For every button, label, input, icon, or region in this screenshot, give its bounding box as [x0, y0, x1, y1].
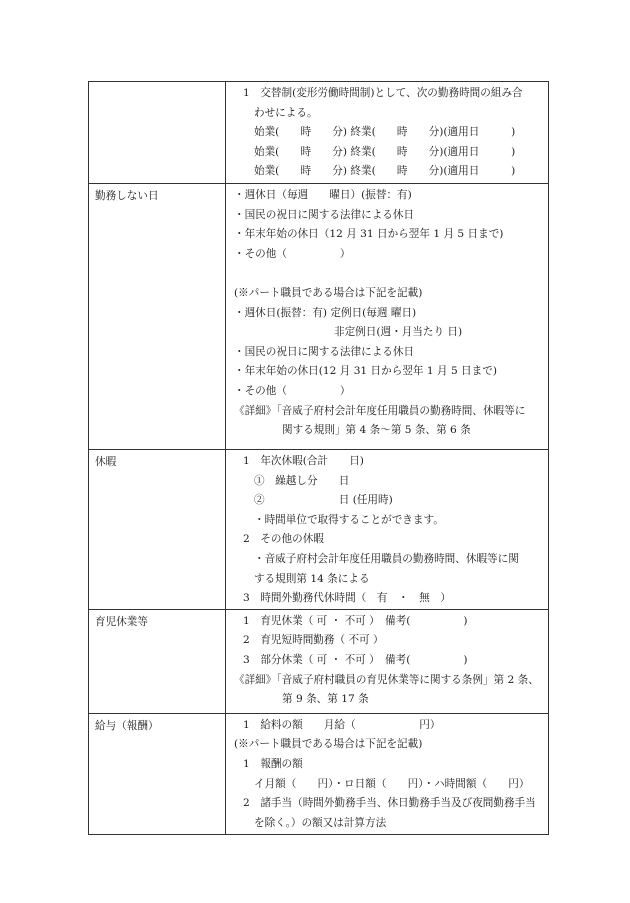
- text-line: ・音威子府村会計年度任用職員の勤務時間、休暇等に関: [254, 552, 519, 565]
- row-label: 勤務しない日: [89, 184, 226, 450]
- text-line: (※パート職員である場合は下記を記載): [234, 286, 423, 299]
- row-content: [226, 184, 549, 450]
- row-content: [226, 82, 549, 184]
- blank-line: [234, 264, 544, 284]
- text-line: 1 給料の額 月給（ 円）: [243, 718, 441, 731]
- text-line: を除く。）の額又は計算方法: [254, 816, 387, 829]
- row-childcare-leave: [89, 609, 549, 713]
- text-line: ② 日 (任用時): [254, 494, 393, 507]
- text-line: ・その他（ ）: [234, 247, 351, 260]
- text-line: わせによる。: [254, 106, 318, 119]
- row-label: 育児休業等: [89, 609, 226, 713]
- shift-line: 始業( 時 分) 終業( 時 分)(適用日 ): [254, 145, 516, 158]
- text-line: ① 繰越し分 日: [254, 474, 350, 487]
- text-line: 2 その他の休暇: [243, 533, 324, 546]
- text-line: ・年末年始の休日(12 月 31 日から翌年 1 月 5 日まで): [234, 365, 497, 378]
- text-line: ・国民の祝日に関する法律による休日: [234, 345, 415, 358]
- text-line: 非定例日(週・月当たり 日): [334, 326, 463, 339]
- employment-terms-table: [88, 81, 549, 835]
- detail-reference: 第 9 条、第 17 条: [282, 693, 369, 706]
- text-line: 2 育児短時間勤務（ 不可 ）: [243, 634, 384, 647]
- text-line: 2 諸手当（時間外勤務手当、休日勤務手当及び夜間勤務手当: [243, 797, 536, 810]
- row-label: 休暇: [89, 450, 226, 610]
- text-line: イ月額（ 円）・ロ日額（ 円）・ハ時間額（ 円）: [254, 777, 530, 790]
- detail-reference: 《詳細》「音威子府村職員の育児休業等に関する条例」第 2 条、: [234, 673, 539, 686]
- text-line: する規則第 14 条による: [254, 572, 370, 585]
- text-line: 3 時間外勤務代休時間（ 有 ・ 無 ）: [243, 592, 452, 605]
- text-line: (※パート職員である場合は下記を記載): [234, 738, 423, 751]
- text-line: ・時間単位で取得することができます。: [254, 513, 444, 526]
- shift-line: 始業( 時 分) 終業( 時 分)(適用日 ): [254, 126, 516, 139]
- row-days-off: [89, 184, 549, 450]
- detail-reference: 関する規則」第 4 条〜第 5 条、第 6 条: [282, 424, 471, 437]
- text-line: 1 年次休暇(合計 日): [243, 455, 364, 467]
- shift-line: 始業( 時 分) 終業( 時 分)(適用日 ): [254, 165, 516, 178]
- text-line: ・年末年始の休日（12 月 31 日から翌年 1 月 5 日まで): [234, 228, 504, 241]
- text-line: 1 交替制(変形労働時間制)として、次の勤務時間の組み合: [243, 87, 523, 99]
- text-line: ・国民の祝日に関する法律による休日: [234, 208, 415, 221]
- row-salary: [89, 713, 549, 834]
- text-line: ・その他（ ）: [234, 384, 351, 397]
- text-line: 3 部分休業（ 可 ・ 不可 ） 備考( ): [243, 653, 468, 666]
- row-content: [226, 450, 549, 610]
- row-work-hours-shift: [89, 82, 549, 184]
- text-line: 1 報酬の額: [243, 757, 303, 770]
- row-content: [226, 713, 549, 834]
- detail-reference: 《詳細》「音威子府村会計年度任用職員の勤務時間、休暇等に: [234, 404, 526, 417]
- row-content: [226, 609, 549, 713]
- row-label: 給与（報酬）: [89, 713, 226, 834]
- row-leave: [89, 450, 549, 610]
- text-line: ・週休日（毎週 曜日）(振替：有): [234, 189, 412, 201]
- text-line: ・週休日(振替：有) 定例日(毎週 曜日): [234, 306, 417, 319]
- row-label: [89, 82, 226, 184]
- text-line: 1 育児休業（ 可 ・ 不可 ） 備考( ): [243, 614, 468, 627]
